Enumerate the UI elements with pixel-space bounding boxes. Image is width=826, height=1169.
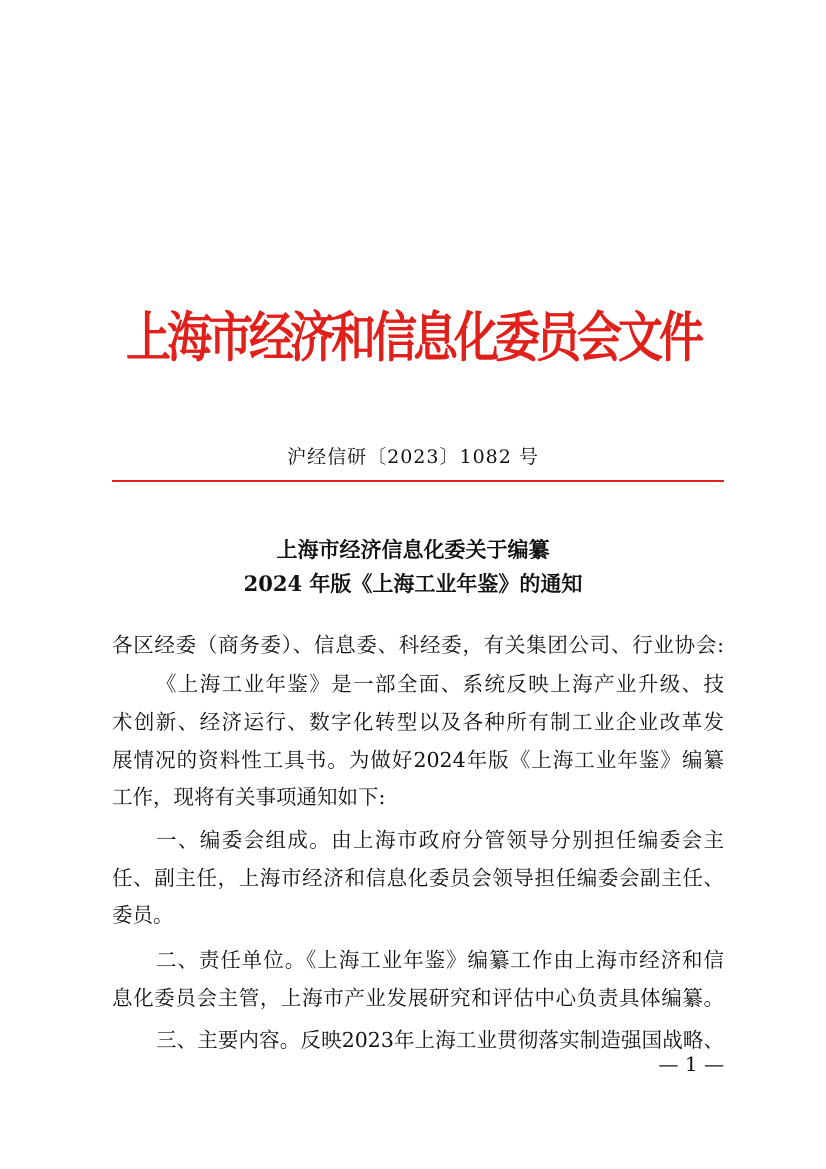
body-line: 三、主要内容。反映2023年上海工业贯彻落实制造强国战略、 [156,1028,724,1052]
body-line: 一、编委会组成。由上海市政府分管领导分别担任编委会主 [156,828,724,852]
body-line: 息化委员会主管，上海市产业发展研究和评估中心负责具体编纂。 [112,986,724,1010]
issuing-organization-title: 上海市经济和信息化委员会文件 [125,307,700,368]
body-line: 委员。 [112,903,174,927]
notice-title-line-2: 2024 年版《上海工业年鉴》的通知 [243,571,583,596]
document-number: 沪经信研〔2023〕1082 号 [287,446,539,468]
body-line: 《上海工业年鉴》是一部全面、系统反映上海产业升级、技 [156,672,724,696]
notice-title-line-1: 上海市经济信息化委关于编纂 [276,537,550,562]
body-line: 展情况的资料性工具书。为做好2024年版《上海工业年鉴》编纂 [112,748,724,772]
red-divider [112,480,724,482]
salutation: 各区经委（商务委）、信息委、科经委，有关集团公司、行业协会: [112,633,724,657]
page-number: — 1 — [658,1052,724,1076]
body-line: 二、责任单位。《上海工业年鉴》编纂工作由上海市经济和信 [156,948,724,972]
body-line: 术创新、经济运行、数字化转型以及各种所有制工业企业改革发 [112,710,724,734]
body-line: 任、副主任，上海市经济和信息化委员会领导担任编委会副主任、 [112,866,724,890]
body-line: 工作，现将有关事项通知如下: [112,785,386,809]
